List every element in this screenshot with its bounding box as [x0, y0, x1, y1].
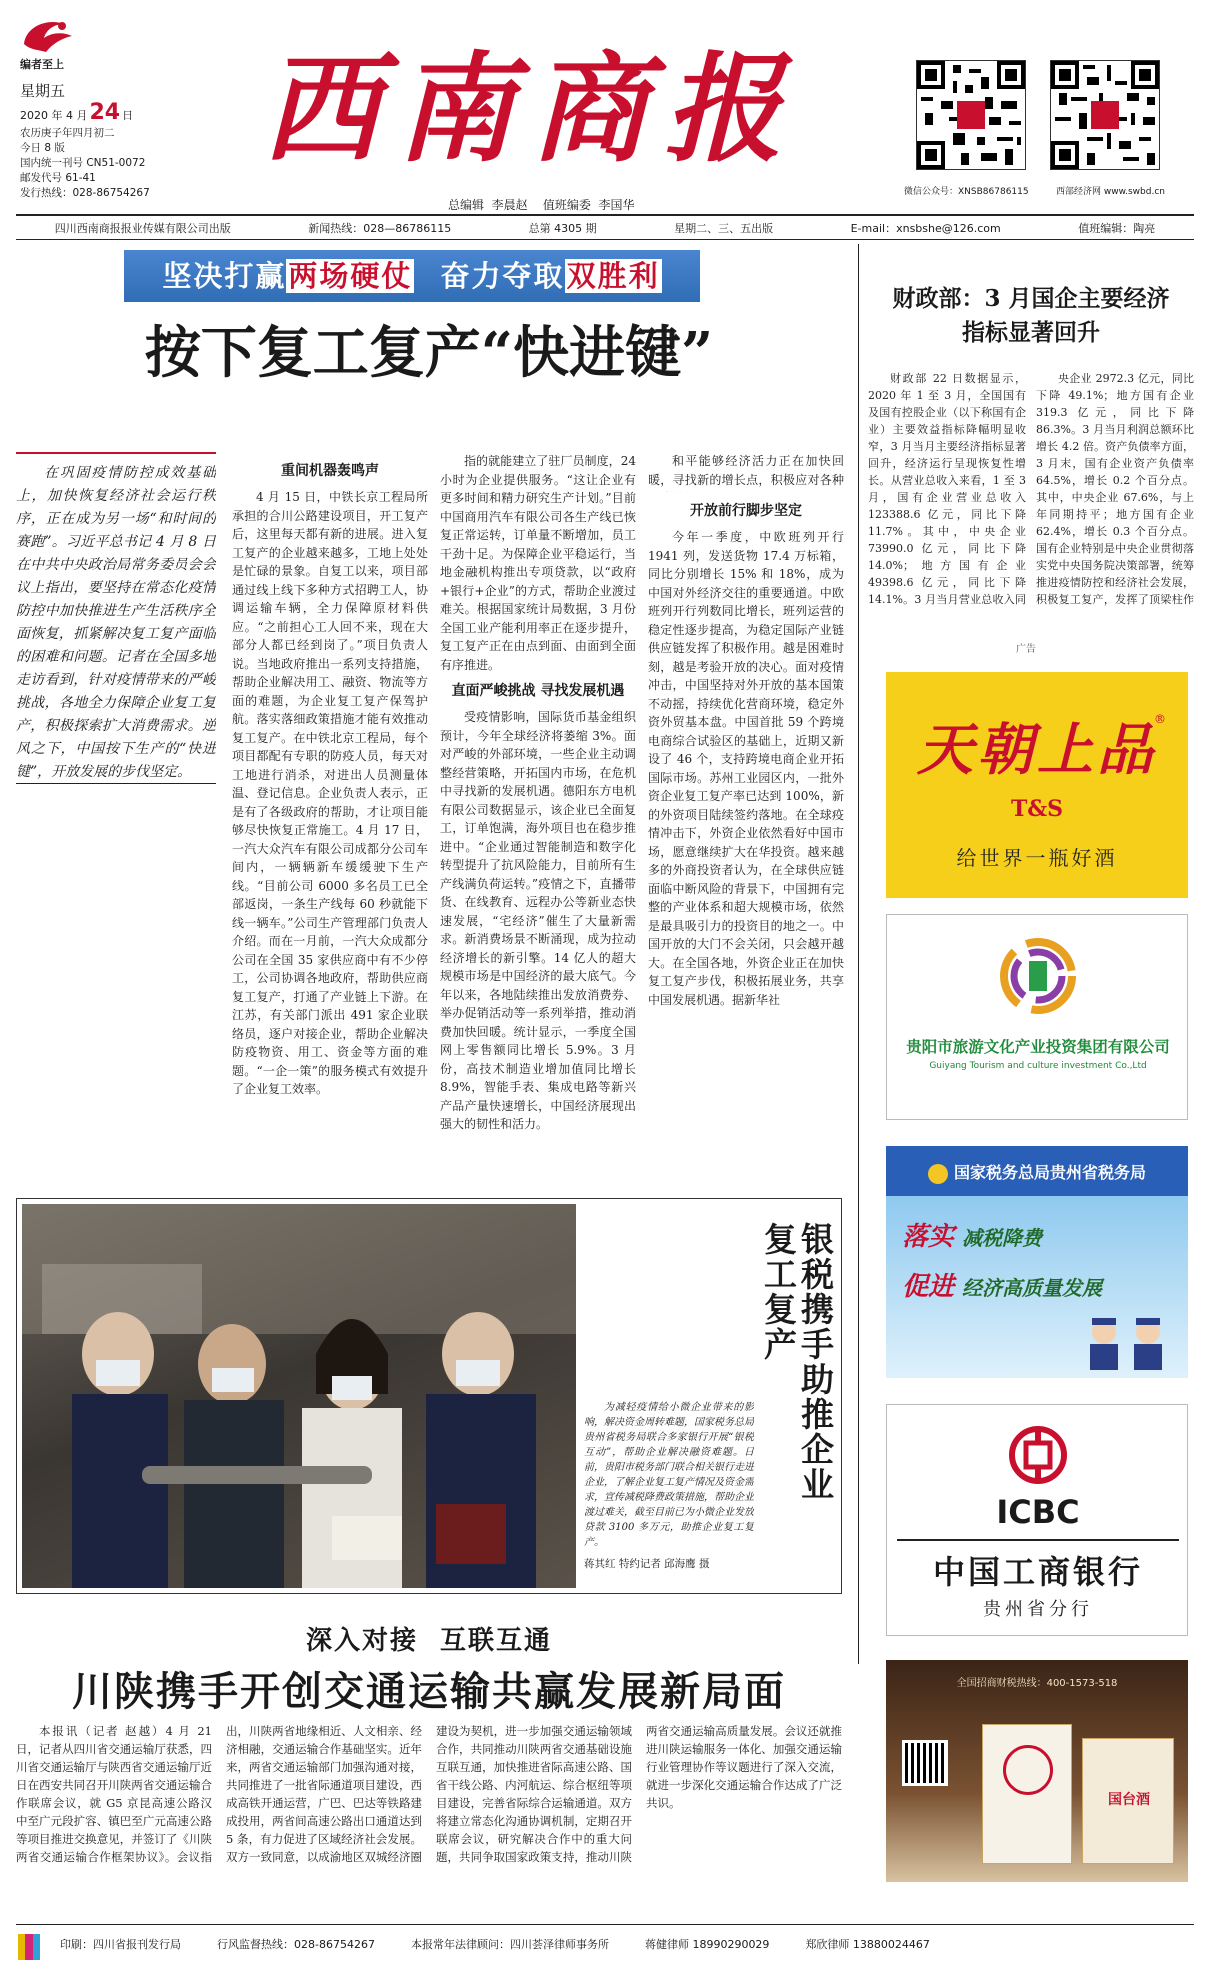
- masthead: 西南商报: [262, 39, 799, 178]
- ad-tianchao-latin: T&S: [1010, 796, 1064, 822]
- banner-highlight-1: 两场硬仗: [288, 259, 413, 293]
- icbc-branch: 贵州省分行: [983, 1599, 1093, 1620]
- info-newsline: 新闻热线：028—86786115: [308, 222, 452, 235]
- qr-caption-wechat: 微信公众号：XNSB86786115: [904, 187, 1029, 197]
- ad-icbc[interactable]: [886, 1404, 1188, 1636]
- weekday: 星期五: [20, 82, 66, 100]
- guotai-hotline: 全国招商财税热线：400-1573-518: [956, 1678, 1118, 1689]
- ad-label: 广告: [1016, 644, 1036, 655]
- subhead-1: 重间机器轰鸣声: [281, 463, 379, 479]
- editor-line: 总编辑 李晨赵 值班编委 李国华: [448, 198, 635, 212]
- banner-highlight-2: 双胜利: [566, 259, 660, 293]
- footer: [60, 1936, 1190, 1952]
- color-bar: [18, 1934, 40, 1960]
- footer-lawyer-2: 郑欣律师 13880024467: [805, 1938, 930, 1951]
- logo-caption: 编者至上: [20, 58, 64, 71]
- date-day: 24: [89, 100, 121, 125]
- info-duty: 值班编辑：陶亮: [1078, 222, 1156, 235]
- info-publisher: 四川西南商报报业传媒有限公司出版: [54, 222, 231, 235]
- photo-caption: 为减轻疫情给小微企业带来的影响，解决资金周转难题，国家税务总局贵州省税务局联合多家银行开展“银税互动”，帮助企业解决融资难题。日前，贵阳市税务部门联合相关银行走进企业，了解企业复工复产情况及资金需求，宣传减税降费政策措施，帮助企业渡过难关，截至目前已为小微企业发放贷款 3100 多万元，助推企业复工复产。: [584, 1402, 754, 1548]
- main-col-3: 和平能够经济活力正在加快回暖，寻找新的增长点，积极应对各种 开放前行脚步坚定 今年一季度，中欧班列开行 1941 列，发送货物 17.4 万标箱，同比分别增长 15% 和 18%，成为中国对外经济交往的重要通道。中欧班列开行列数同比增长，班列运营的稳定性逐步提高，为稳定国际产业链供应链发挥了积极作用。越是困难时刻，越是考验开放的决心。面对疫情冲击，中国坚持对外开放的基本国策不动摇，持续优化营商环境，稳定外资外贸基本盘。中国首批 59 个跨境电商综合试验区的基础上，近期又新设了 46 个，支持跨境电商企业开拓国际市场。苏州工业园区内，一批外资企业复工复产率已达到 100%，新的外资项目陆续签约落地。在全球疫情冲击下，外资企业依然看好中国市场，愿意继续扩大在华投资。越来越多的外商投资者认为，在全球供应链面临中断风险的背景下，中国拥有完整的产业体系和超大规模市场，依然是最具吸引力的投资目的地之一。中国开放的大门不会关闭，只会越开越大。在全国各地，外资企业正在加快复工复产步伐，积极拓展业务，共享中国发展机遇。据新华社: [648, 454, 844, 1007]
- info-bar: [16, 218, 1194, 238]
- bottom-text: 本报讯（记者 赵越）4 月 21 日，记者从四川省交通运输厅获悉，四川省交通运输厅与陕西省交通运输厅近日在西安共同召开川陕两省交通运输合作联席会议，就 G5 京昆高速公路汉中至广元段扩容、镇巴至广元高速公路等项目推进交换意见，并签订了《川陕两省交通运输合作框架协议》。会议指出，川陕两省地缘相近、人文相亲、经济相融，交通运输合作基础坚实。近年来，两省交通运输部门加强沟通对接，共同推进了一批省际通道项目建设，西成高铁开通运营，广巴、巴达等铁路建成投用，两省间高速公路出口通道达到 5 条，有力促进了区域经济社会发展。双方一致同意，以成渝地区双城经济圈建设为契机，进一步加强交通运输领域合作，共同推动川陕两省交通基础设施互联互通，加快推进省际高速公路、国省干线公路、内河航运、综合枢纽等项目建设，完善省际综合运输通道。双方将建立常态化沟通协调机制，定期召开联席会议，研究解决合作中的重大问题，共同争取国家政策支持，推动川陕两省交通运输高质量发展。会议还就推进川陕运输服务一体化、加强交通运输行业管理协作等议题进行了深入交流，就进一步深化交通运输合作达成了广泛共识。: [16, 1724, 842, 1864]
- side-col-2: 央企业 2972.3 亿元，同比下降 49.1%；地方国有企业 319.3 亿元，同比下降 86.3%。3 月当月利润总额环比增长 4.2 倍。资产负债率方面，3 月末，国有企业资产负债率 64.5%，增长 0.2 个百分点。其中，中央企业 67.6%，与上年同期持平；地方国有企业 62.4%，增长 0.3 个百分点。国有企业特别是中央企业贯彻落实党中央国务院决策部署，统筹推进疫情防控和经济社会发展，积极复工复产，发挥了顶梁柱作: [1036, 372, 1194, 606]
- main-headline: 按下复工复产“快进键”: [144, 320, 714, 386]
- info-email: E-mail：xnsbshe@126.com: [850, 222, 1001, 235]
- ad-tax-bureau[interactable]: 国家税务总局贵州省税务局 落实 减税降费 促进 经济高质量发展: [886, 1146, 1188, 1378]
- qr-code-web: [1050, 60, 1160, 170]
- bottom-kicker: 深入对接 互联互通: [305, 1626, 553, 1656]
- photo-tax-bank-visit: [22, 1204, 576, 1588]
- campaign-banner: 坚决打赢两场硬仗 奋力夺取双胜利: [124, 250, 700, 302]
- header-meta: 农历庚子年四月初二 今日 8 版 国内统一刊号 CN51-0072 邮发代号 61-41 发行热线：028-86754267: [20, 127, 150, 199]
- ad-tianchao-slogan: 给世界一瓶好酒: [956, 846, 1118, 870]
- qr-caption-web: 西部经济网 www.swbd.cn: [1056, 187, 1165, 197]
- side-headline: 财政部：3 月国企主要经济 指标显著回升: [892, 285, 1170, 346]
- info-issue: 总第 4305 期: [528, 222, 597, 235]
- ad-guiyang-tourism[interactable]: [886, 914, 1188, 1120]
- bottom-headline: 川陕携手开创交通运输共赢发展新局面: [72, 1668, 786, 1715]
- photo-headline: 银税携手助推企业复工复产: [759, 1222, 835, 1502]
- icbc-logo-icon: [1008, 1425, 1068, 1485]
- main-lead: 在巩固疫情防控成效基础上，加快恢复经济社会运行秩序，正在成为另一场“和时间的赛跑”。习近平总书记 4 月 8 日在中共中央政治局常务委员会会议上指出，要坚持在常态化疫情防控中加快推进生产生活秩序全面恢复，抓紧解决复工复产面临的困难和问题。记者在全国多地走访看到，针对疫情带来的严峻挑战，各地全力保障企业复工复产，积极探索扩大消费需求。逆风之下，中国按下生产的“快进键”，开放发展的步伐坚定。: [16, 452, 216, 784]
- guotai-qr-icon: [902, 1740, 948, 1786]
- date: 2020 年 4 月24 日: [20, 100, 134, 125]
- footer-print: 印刷：四川省报刊发行局: [60, 1938, 181, 1951]
- qr-code-wechat: [916, 60, 1026, 170]
- main-col-2: 指的就能建立了驻厂员制度，24 小时为企业提供服务。“这让企业有更多时间和精力研究生产计划。”目前中国商用汽车有限公司各生产线已恢复正常运转，订单量不断增加，员工干劲十足。为保障企业平稳运行，当地金融机构推出专项贷款，以“政府+银行+企业”的方式，帮助企业渡过难关。根据国家统计局数据，3 月份全国工业产能利用率正在逐步提升，复工复产正在由点到面、由面到全面有序推进。 直面严峻挑战 寻找发展机遇 受疫情影响，国际货币基金组织预计，今年全球经济将萎缩 3%。面对严峻的外部环境，一些企业主动调整经营策略，开拓国内市场，在危机中寻找新的发展机遇。德阳东方电机有限公司数据显示，该企业已全面复工，订单饱满，海外项目也在稳步推进中。“企业通过智能制造和数字化转型提升了抗风险能力，目前所有生产线满负荷运转。”疫情之下，直播带货、在线教育、远程办公等新业态快速发展，“宅经济”催生了大量新需求。新消费场景不断涌现，成为拉动经济增长的新引擎。14 亿人的超大规模市场是中国经济的最大底气。今年以来，各地陆续推出发放消费券、举办促销活动等一系列举措，推动消费加快回暖。统计显示，一季度全国网上零售额同比增长 5.9%。3 月份，高技术制造业增加值同比增长 8.9%，智能手表、集成电路等新兴产品产量快速增长，中国经济展现出强大的韧性和活力。: [440, 454, 636, 1131]
- photo-credit: 蒋其红 特约记者 邱海鹰 摄: [584, 1558, 710, 1570]
- ad-tianchao-brand: 天朝上品: [917, 717, 1157, 783]
- side-col-1: 财政部 22 日数据显示，2020 年 1 至 3 月，全国国有及国有控股企业（以下称国有企业）主要效益指标降幅明显收窄，3 月当月主要经济指标显著回升，经济运行呈现恢复性增长。从营业总收入来看，1 至 3 月，国有企业营业总收入 123388.6 亿元，同比下降 11.7%。其中，中央企业 73990.0 亿元，同比下降 14.0%；地方国有企业 49398.6 亿元，同比下降 14.1%。3 月当月营业总收入同: [868, 372, 1026, 606]
- icbc-en: ICBC: [996, 1493, 1080, 1531]
- info-days: 星期二、三、五出版: [674, 222, 774, 235]
- tax-officers-illustration: [1076, 1312, 1176, 1372]
- footer-lawyer-1: 蒋健律师 18990290029: [644, 1938, 770, 1951]
- ad-tax-top: 国家税务总局贵州省税务局: [886, 1160, 1188, 1184]
- ad-guotai-liquor[interactable]: [886, 1660, 1188, 1882]
- footer-hotline: 行风监督热线：028-86754267: [217, 1938, 375, 1951]
- col1-text: 4 月 15 日，中铁长京工程局所承担的合川公路建设项目，开工复产后，这里每天都有新的进展。进入复工复产的企业越来越多，工地上处处是忙碌的景象。自复工以来，项目部通过线上线下多种方式招聘工人，协调运输车辆，全力保障原材料供应。“之前担心工人回不来，现在大部分人都已经到岗了。”项目负责人说。当地政府推出一系列支持措施，帮助企业解决用工、融资、物流等方面的难题，为企业复工复产保驾护航。落实落细政策措施才能有效推动复工复产。在中铁北京工程局，每个项目都配有专职的防疫人员，每天对工地进行消杀，对进出人员测量体温、登记信息。企业负责人表示，正是有了各级政府的帮助，才让项目能够尽快恢复正常施工。4 月 17 日，一汽大众汽车有限公司成都分公司车间内，一辆辆新车缓缓驶下生产线。“目前公司 6000 多名员工已全部返岗，一条生产线每 60 秒就能下线一辆车。”公司生产管理部门负责人介绍。而在一月前，一汽大众成都分公司在全国 35 家供应商中有不少停工，公司协调各地政府，帮助供应商复工复产，打通了产业链上下游。在江苏，有关部门派出 491 家企业联络员，逐户对接企业，帮助企业解决防疫物资、用工、资金等方面的难题。“一企一策”的服务模式有效提升了企业复工效率。: [232, 490, 428, 1096]
- main-col-1: [232, 452, 428, 1160]
- tax-emblem-icon: [928, 1164, 948, 1184]
- guotai-bottle-box: [982, 1724, 1072, 1864]
- subhead-3: 开放前行脚步坚定: [690, 503, 802, 519]
- ad-guiyang-en: Guiyang Tourism and culture investment Co.,Ltd: [929, 1061, 1147, 1071]
- logo-mark: [18, 14, 78, 56]
- ad-tianchao[interactable]: 天朝上品 ® T&S 给世界一瓶好酒: [886, 672, 1188, 898]
- ad-guiyang-logo: [999, 937, 1077, 1015]
- ad-guiyang-cn: 贵阳市旅游文化产业投资集团有限公司: [906, 1038, 1170, 1056]
- icbc-cn: 中国工商银行: [932, 1553, 1143, 1591]
- subhead-2: 直面严峻挑战 寻找发展机遇: [451, 683, 625, 699]
- footer-lawyer: 本报常年法律顾问：四川荟泽律师事务所: [410, 1938, 609, 1951]
- guotai-box-2: 国台酒: [1082, 1738, 1174, 1864]
